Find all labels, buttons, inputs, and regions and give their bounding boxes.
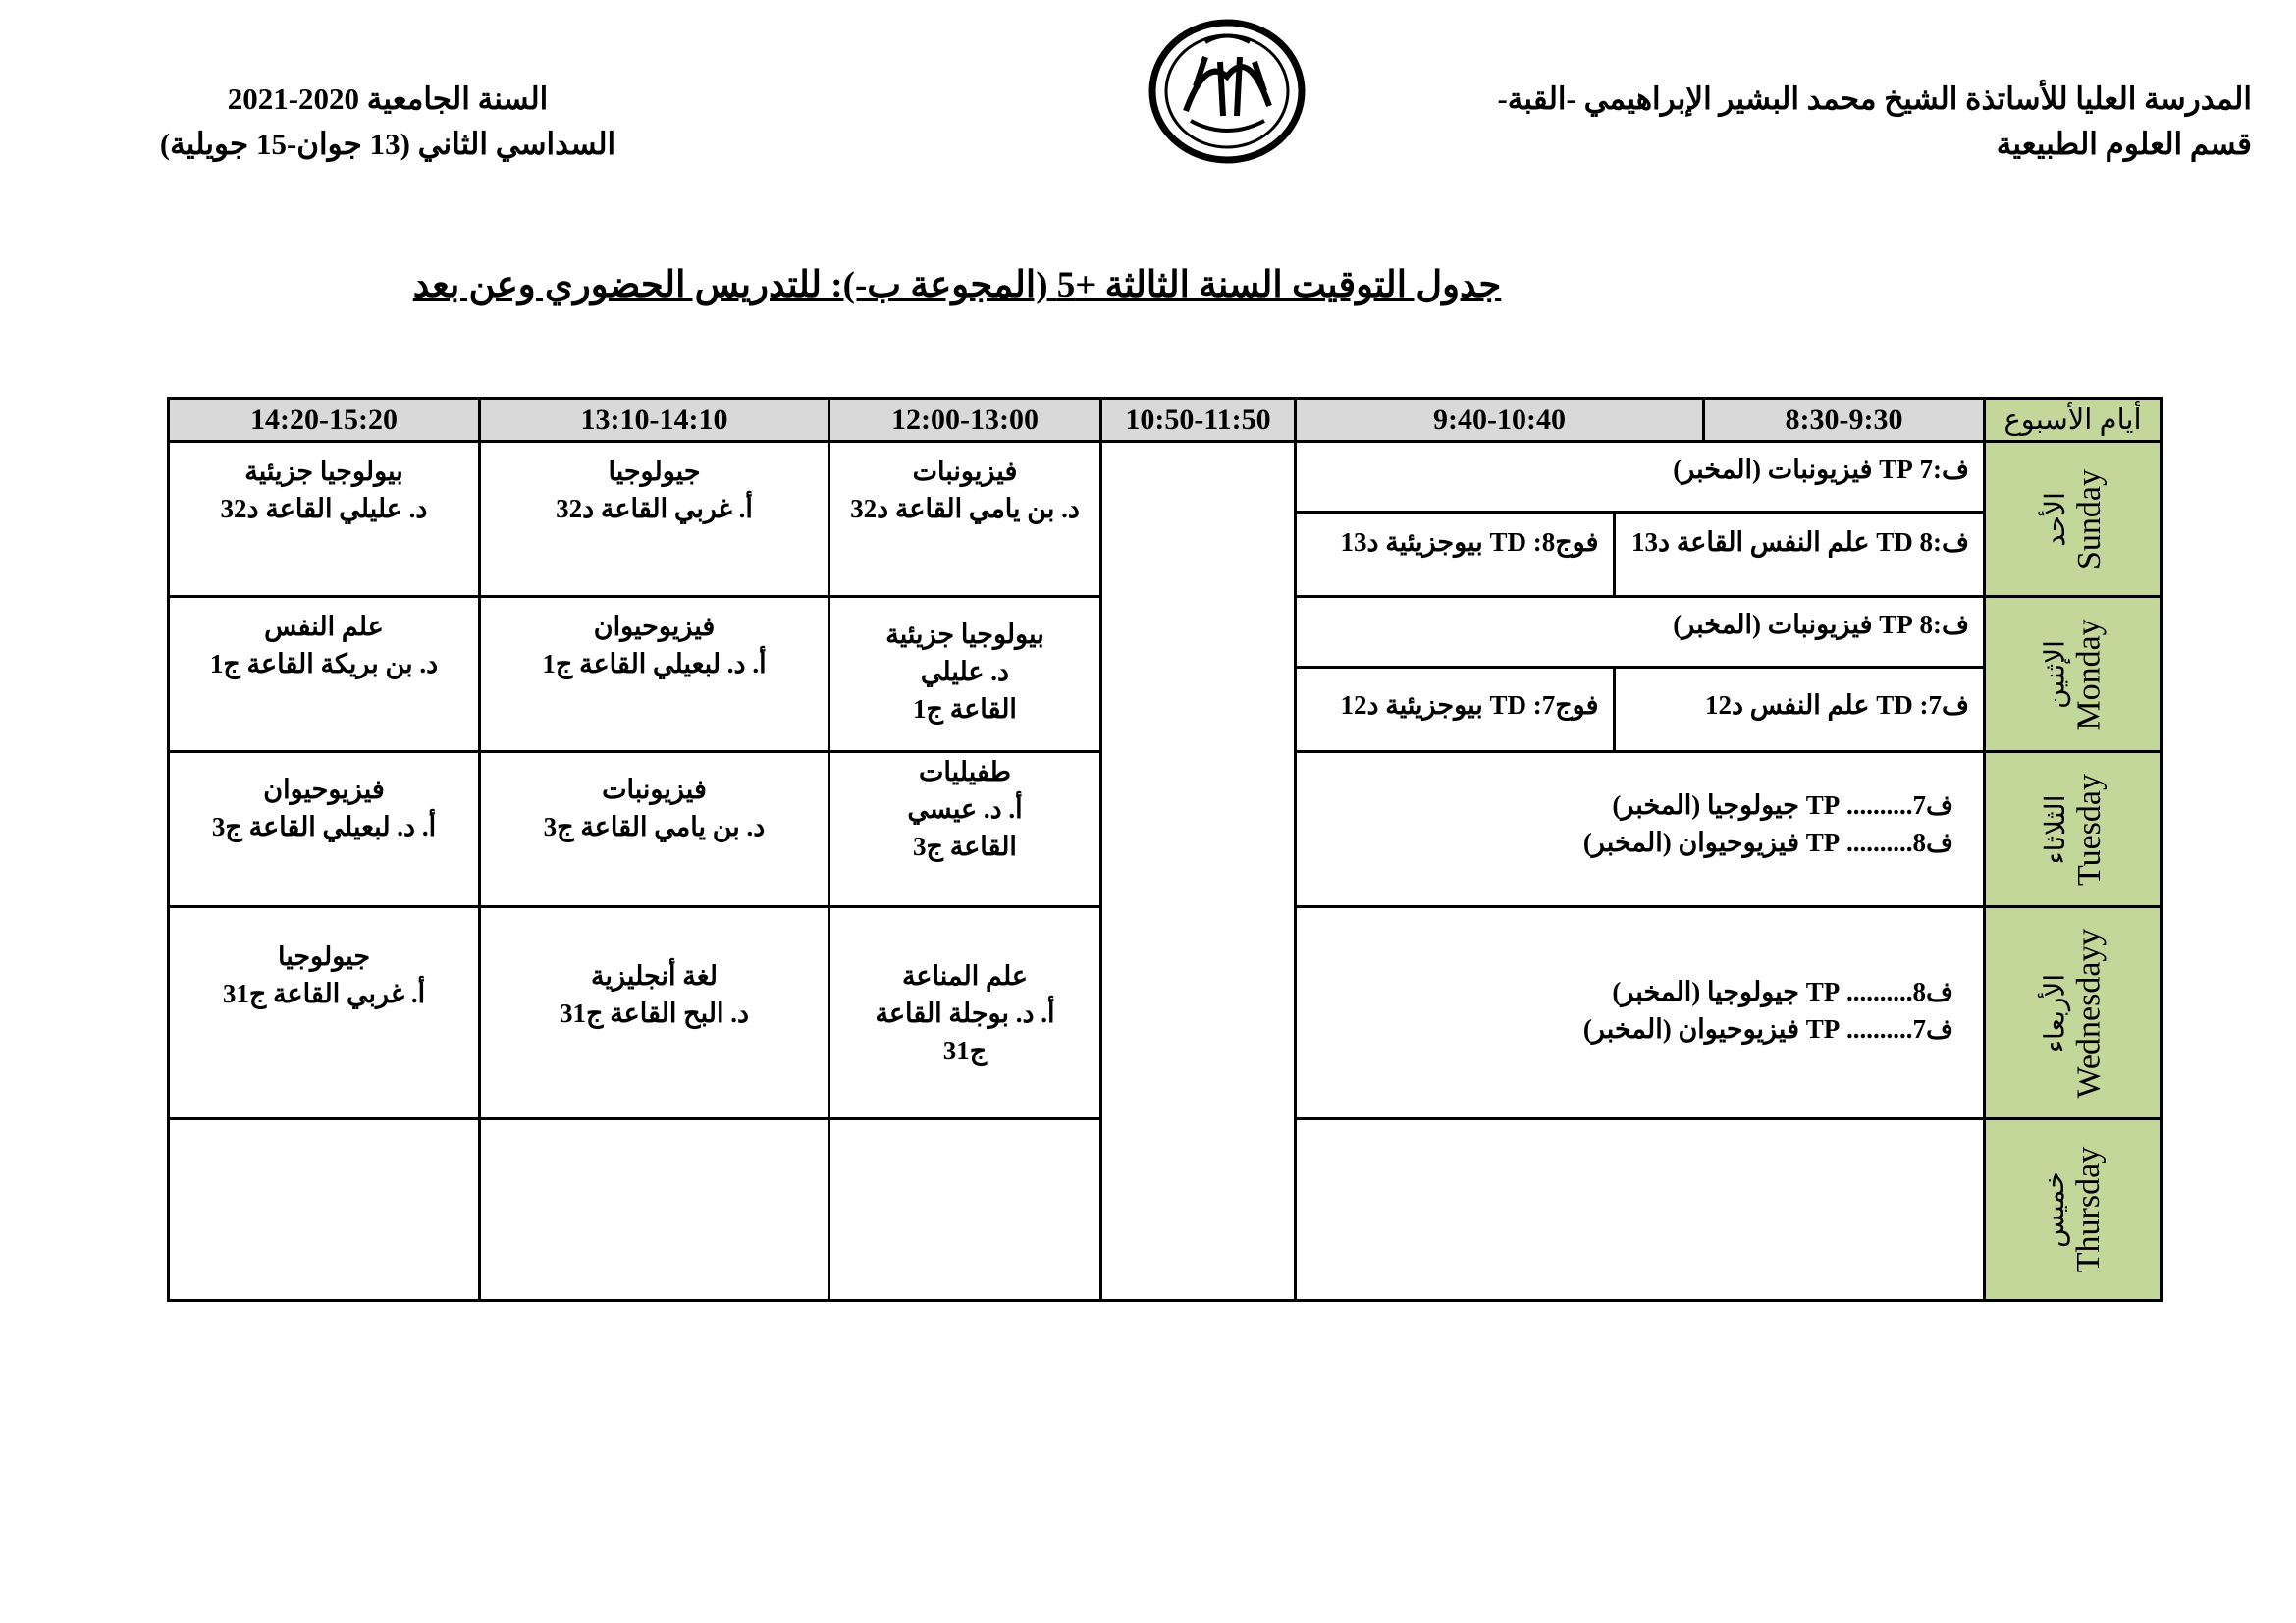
time-header: 13:10-14:10 <box>480 399 829 442</box>
session-cell <box>829 1119 1101 1301</box>
session-cell: جيولوجيا أ. غربي القاعة د32 <box>480 442 829 597</box>
session-cell: علم النفس د. بن بريكة القاعة ج1 <box>169 597 480 752</box>
session-cell: جيولوجيا أ. غربي القاعة ج31 <box>169 907 480 1119</box>
academic-year: السنة الجامعية 2020-2021 <box>227 81 549 116</box>
session-cell: طفيليات أ. د. عيسي القاعة ج3 <box>829 752 1101 907</box>
session-cell: فيزيوحيوان أ. د. لبعيلي القاعة ج1 <box>480 597 829 752</box>
time-header: 8:30-9:30 <box>1704 399 1985 442</box>
session-cell: فيزيونبات د. بن يامي القاعة د32 <box>829 442 1101 597</box>
session-cell: فيزيونبات د. بن يامي القاعة ج3 <box>480 752 829 907</box>
morning-session-cell: ف8.......... TP جيولوجيا (المخبر) ف7.......... TP فيزيوحيوان (المخبر) <box>1296 907 1985 1119</box>
break-column <box>1101 442 1296 1301</box>
year-header <box>137 77 638 167</box>
day-label-thursday: خميس Thursday <box>1985 1119 2162 1301</box>
department-name: قسم العلوم الطبيعية <box>1996 127 2252 161</box>
time-header: 10:50-11:50 <box>1101 399 1296 442</box>
morning-session-cell: ف:8 TP فيزيونبات (المخبر) ف7: TD علم النفس د12 فوج7: TD بيوجزيئية د12 <box>1296 597 1985 752</box>
session-cell: علم المناعة أ. د. بوجلة القاعة ج31 <box>829 907 1101 1119</box>
day-row-sunday <box>169 442 2162 597</box>
session-cell <box>169 1119 480 1301</box>
morning-session-cell: ف:7 TP فيزيونبات (المخبر) ف:8 TD علم النفس القاعة د13 فوج8: TD بيوجزيئية د13 <box>1296 442 1985 597</box>
session-cell: فيزيوحيوان أ. د. لبعيلي القاعة ج3 <box>169 752 480 907</box>
day-label-tuesday: الثلاثاء Tuesday <box>1985 752 2162 907</box>
session-cell: بيولوجيا جزيئية د. عليلي القاعة د32 <box>169 442 480 597</box>
timetable <box>167 397 2163 1302</box>
session-cell <box>480 1119 829 1301</box>
semester: السداسي الثاني (13 جوان-15 جويلية) <box>159 127 616 161</box>
school-name: المدرسة العليا للأساتذة الشيخ محمد البشير الإبراهيمي -القبة- <box>1497 81 2252 116</box>
session-cell: بيولوجيا جزيئية د. عليلي القاعة ج1 <box>829 597 1101 752</box>
day-label-monday: الإثنين Monday <box>1985 597 2162 752</box>
morning-session-cell <box>1296 1119 1985 1301</box>
time-header: 14:20-15:20 <box>169 399 480 442</box>
day-label-sunday: الأحد Sunday <box>1985 442 2162 597</box>
time-header: 12:00-13:00 <box>829 399 1101 442</box>
days-header: أيام الأسبوع <box>1985 399 2162 442</box>
day-label-wednesday: الأربعاء Wednesdayy <box>1985 907 2162 1119</box>
time-header: 9:40-10:40 <box>1296 399 1704 442</box>
school-seal-icon <box>1147 18 1308 165</box>
time-header-row <box>169 399 2162 442</box>
morning-session-cell: ف7.......... TP جيولوجيا (المخبر) ف8.......... TP فيزيوحيوان (المخبر) <box>1296 752 1985 907</box>
page-title: جدول التوقيت السنة الثالثة +5 (المجوعة ب-): للتدريس الحضوري وعن بعد <box>412 265 1502 305</box>
school-header <box>1497 77 2252 167</box>
session-cell: لغة أنجليزية د. البح القاعة ج31 <box>480 907 829 1119</box>
